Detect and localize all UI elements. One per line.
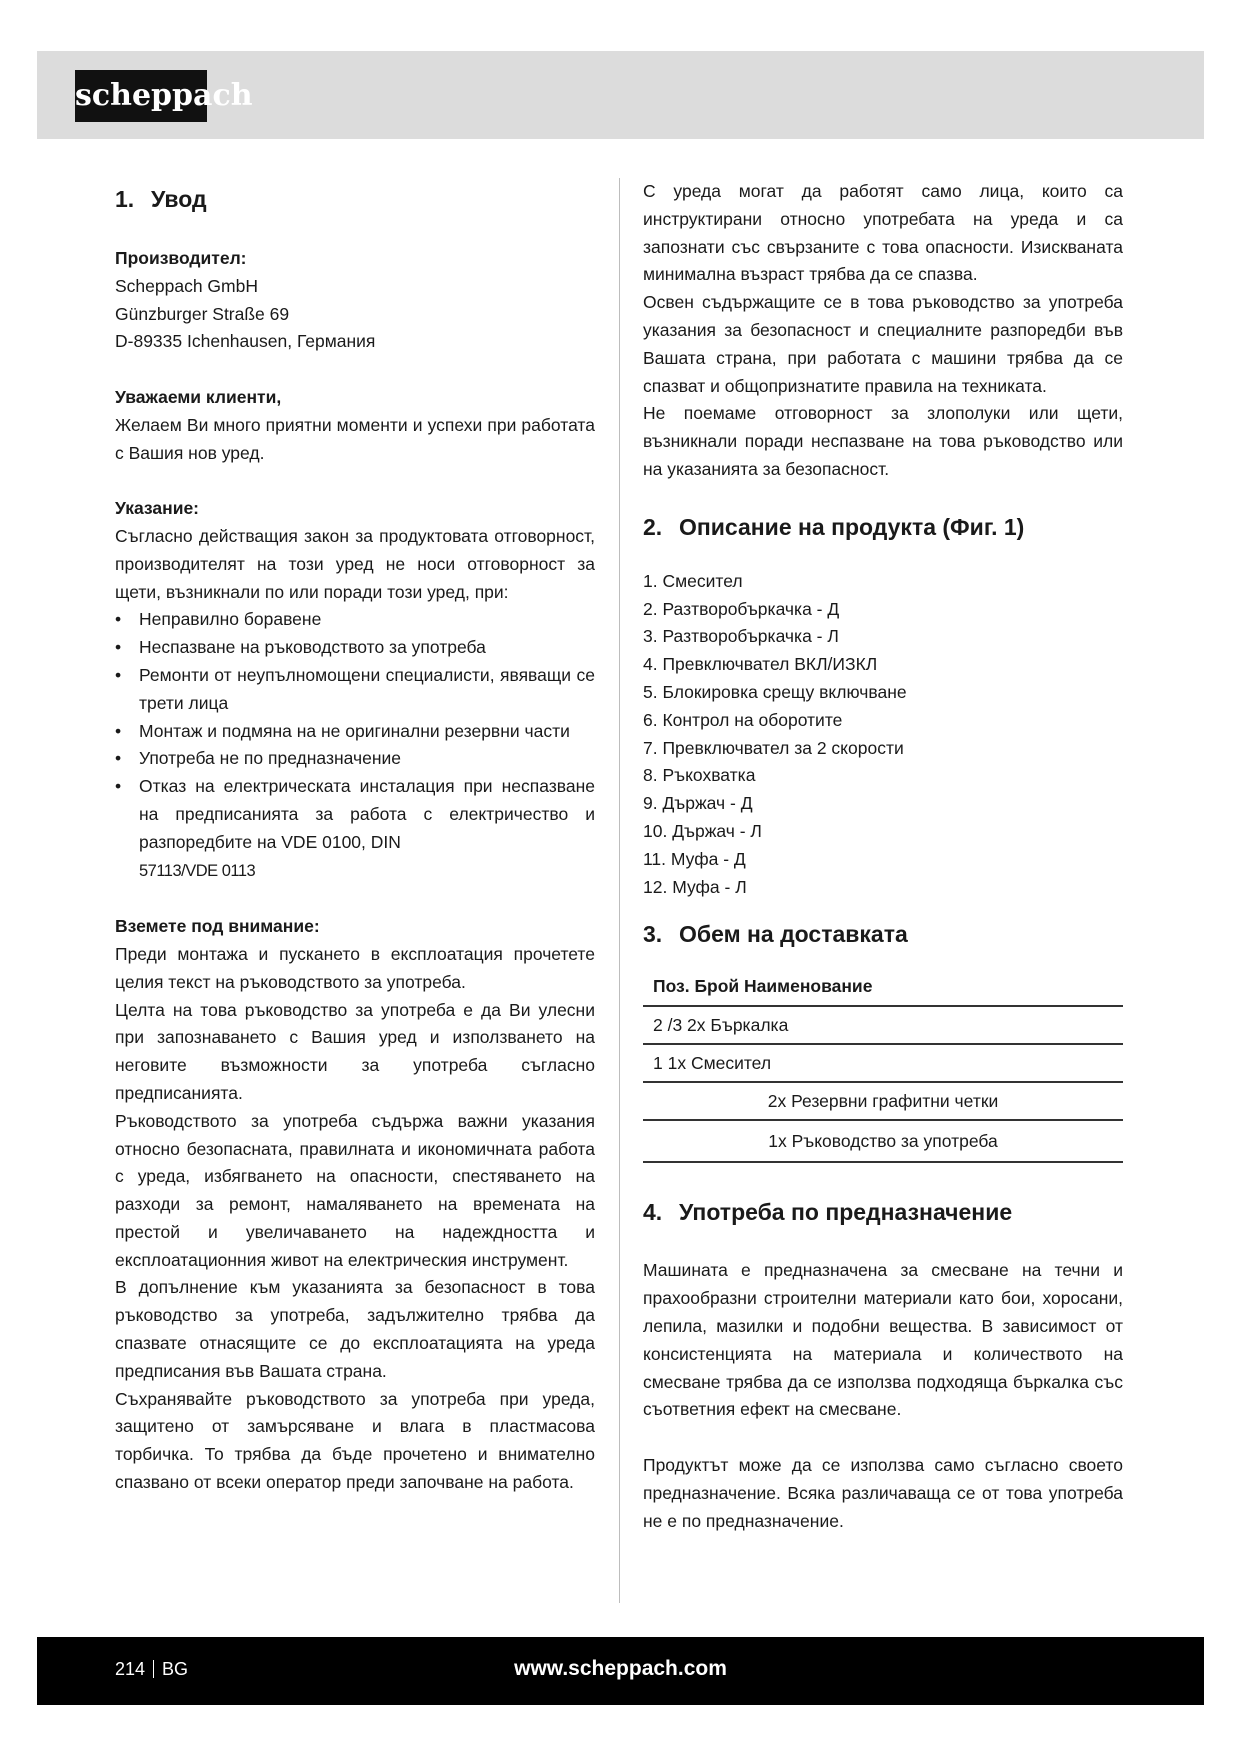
list-item-tail: 57113/VDE 0113 xyxy=(139,861,256,880)
table-cell: 1x Ръководство за употреба xyxy=(643,1120,1123,1162)
table-header-row xyxy=(643,967,1123,1006)
table-header: Поз. Брой Наименование xyxy=(643,967,1123,1006)
consider-paragraph: Целта на това ръководство за употреба е да Ви улесни при запознаването с Вашия уред и използването на неговите възможности за употреба съгласно предписанията. xyxy=(115,999,595,1103)
intro-paragraph: С уреда могат да работят само лица, които са инструктирани относно употребата на уреда и са запознати със свързаните с това опасности. Изискваната минимална възраст трябва да се спазва. xyxy=(643,181,1123,285)
consider-label: Вземете под внимание: xyxy=(115,916,320,937)
section-number: 2. xyxy=(643,513,663,540)
section-number: 4. xyxy=(643,1199,663,1226)
footer-bar xyxy=(37,1637,1204,1705)
list-item: 11. Муфа - Д xyxy=(643,848,746,869)
manufacturer-line: Günzburger Straße 69 xyxy=(115,303,290,324)
consider-paragraph: Преди монтажа и пускането в експлоатация прочетете целия текст на ръководството за употреба. xyxy=(115,943,595,992)
list-item: • Ремонти от неупълномощени специалисти, явяващи се трети лица xyxy=(115,662,595,718)
list-item: 6. Контрол на оборотите xyxy=(643,709,843,730)
list-item xyxy=(115,773,595,885)
right-column xyxy=(643,178,1123,1535)
list-item: 4. Превключвател ВКЛ/ИЗКЛ xyxy=(643,654,878,675)
list-item: 9. Държач - Д xyxy=(643,793,753,814)
dear-customers-label: Уважаеми клиенти, xyxy=(115,386,282,407)
list-item: 10. Държач - Л xyxy=(643,820,762,841)
section-title: Употреба по предназначение xyxy=(679,1199,1013,1226)
consider-paragraph: Ръководството за употреба съдържа важни указания относно безопасната, правилната и икономичната работа с уреда, избягването на опасности, спестяването на разходи за ремонт, намаляването на времената на престой и увеличаването на надеждността и експлоатационния живот на електрическия инструмент. xyxy=(115,1110,595,1270)
website-link[interactable]: www.scheppach.com xyxy=(514,1657,727,1680)
table-cell: 2 /3 2x Бъркалка xyxy=(643,1006,1123,1044)
list-item: 8. Ръкохватка xyxy=(643,765,756,786)
note-text: Съгласно действащия закон за продуктовата отговорност, производителят на този уред не носи отговорност за щети, възникнали по или поради този уред, при: xyxy=(115,525,595,602)
manufacturer-line: D-89335 Ichenhausen, Германия xyxy=(115,331,376,352)
manufacturer-label: Производител: xyxy=(115,248,247,268)
section-4-heading xyxy=(643,1197,1123,1227)
list-item: • Неспазване на ръководството за употреба xyxy=(115,634,595,662)
intro-paragraph: Освен съдържащите се в това ръководство за употреба указания за безопасност и специалните разпоредби във Вашата страна, при работата с машини трябва да се спазват и общопризнатите правила на техниката. xyxy=(643,292,1123,396)
language-code: BG xyxy=(162,1659,189,1679)
intro-paragraph: Не поемаме отговорност за злополуки или щети, възникнали поради неспазване на това ръководство или на указанията за безопасност. xyxy=(643,403,1123,479)
list-item: 2. Разтворобъркачка - Д xyxy=(643,598,840,619)
consider-paragraph: В допълнение към указанията за безопасност в това ръководство за употреба, задължително трябва да спазвате отнасящите се до експлоатацията на уреда предписания във Вашата страна. xyxy=(115,1277,595,1381)
section-number: 3. xyxy=(643,921,663,948)
section-1-heading xyxy=(115,184,595,214)
table-row xyxy=(643,1120,1123,1162)
list-item: 3. Разтворобъркачка - Л xyxy=(643,626,839,647)
section-title: Увод xyxy=(151,186,207,212)
section-title: Описание на продукта (Фиг. 1) xyxy=(679,513,1025,540)
table-row xyxy=(643,1006,1123,1044)
page-number: 214 xyxy=(115,1659,146,1679)
note-label: Указание: xyxy=(115,498,200,519)
list-item: 12. Муфа - Л xyxy=(643,876,747,897)
list-item: • Употреба не по предназначение xyxy=(115,745,595,773)
table-row xyxy=(643,1044,1123,1082)
parts-list xyxy=(643,568,1123,902)
liability-list xyxy=(115,606,595,885)
section-number: 1. xyxy=(115,186,135,212)
use-paragraph: Продуктът може да се използва само съгласно своето предназначение. Всяка различаваща се от това употреба не е по предназначение. xyxy=(643,1454,1123,1531)
table-cell: 2x Резервни графитни четки xyxy=(643,1082,1123,1120)
list-item: 7. Превключвател за 2 скорости xyxy=(643,737,904,758)
scheppach-logo: scheppach xyxy=(75,70,207,122)
list-item: • Монтаж и подмяна на не оригинални резервни части xyxy=(115,718,595,746)
section-title: Обем на доставката xyxy=(679,921,908,948)
column-divider xyxy=(619,178,620,1603)
delivery-table xyxy=(643,967,1123,1163)
table-cell: 1 1x Смесител xyxy=(643,1044,1123,1082)
manufacturer-line: Scheppach GmbH xyxy=(115,275,258,296)
left-column xyxy=(115,178,595,1497)
section-2-heading xyxy=(643,512,1123,542)
dear-customers-text: Желаем Ви много приятни моменти и успехи при работата с Вашия нов уред. xyxy=(115,414,595,463)
list-item-text: Отказ на електрическата инсталация при неспазване на предписанията за работа с електричество и разпоредбите на VDE 0100, DIN xyxy=(139,776,595,852)
list-item: • Неправилно боравене xyxy=(115,606,595,634)
list-item: 5. Блокировка срещу включване xyxy=(643,681,907,702)
use-paragraph: Машината е предназначена за смесване на течни и прахообразни строителни материали като бои, хоросани, лепила, мазилки и подобни вещества. В зависимост от консистенцията на материала и количеството на смесване трябва да се използва подходяща бъркалка със съответния ефект на смесване. xyxy=(643,1260,1123,1420)
table-row xyxy=(643,1082,1123,1120)
consider-paragraph: Съхранявайте ръководството за употреба при уреда, защитено от замърсяване и влага в пластмасова торбичка. То трябва да бъде прочетено и внимателно спазвано от всеки оператор преди започване на работа. xyxy=(115,1388,595,1493)
header-bar xyxy=(37,51,1204,139)
section-3-heading xyxy=(643,919,1123,949)
list-item: 1. Смесител xyxy=(643,570,743,591)
